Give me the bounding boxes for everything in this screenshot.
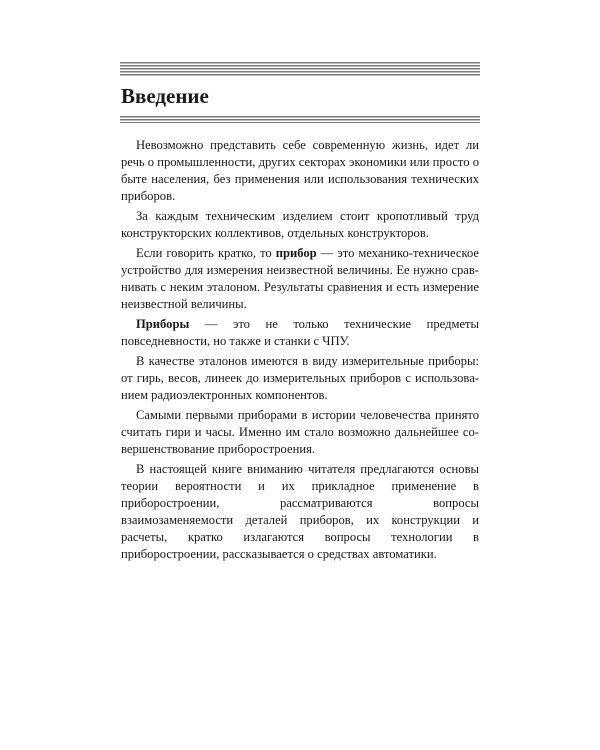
- paragraph-7: В настоящей книге вниманию читателя предлагаются основы теории вероятности и их прикладное применение в приборостроении, рассматриваются вопросы взаимозаменяемости деталей приборов, их конструкции и расчеты, кратко излагаются вопросы технологии в приборостроении, рассказывается о средствах автоматики.: [121, 462, 479, 561]
- paragraph-4-rest: — это не только технические предметы повседневности, но также и станки с ЧПУ.: [121, 317, 479, 348]
- paragraph-5: В качестве эталонов имеются в виду измерительные приборы: от гирь, весов, линеек до измерительных приборов с использованием радиоэлектронных компонентов.: [121, 354, 479, 402]
- paragraph-3: [121, 245, 479, 313]
- paragraph-1: Невозможно представить себе современную жизнь, идет ли речь о промышленности, других секторах экономики или просто о быте населения, без применения или использования технических приборов.: [121, 138, 479, 203]
- paragraph-3-lead: Если говорить кратко, то: [136, 246, 276, 260]
- paragraph-3-rest: — это механико-техническое устройство для измерения неизвестной величины. Ее нужно сравнивать с неким эталоном. Результаты сравнения и есть измерение неизвестной величины.: [121, 246, 479, 311]
- heading-rule-top: [120, 62, 480, 77]
- paragraph-4: [121, 316, 479, 350]
- term-pribor: прибор: [275, 246, 317, 260]
- term-pribory: Приборы: [136, 317, 190, 331]
- paragraph-2: За каждым техническим изделием стоит кропотливый труд конструкторских коллективов, отдельных конструкторов.: [121, 209, 479, 240]
- body-text: [121, 137, 479, 566]
- chapter-title: Введение: [121, 84, 209, 108]
- paragraph-6: Самыми первыми приборами в истории человечества принято считать гири и часы. Именно им стало возможно дальнейшее совершенствование приборостроения.: [121, 408, 479, 456]
- heading-rule-bottom: [120, 116, 480, 123]
